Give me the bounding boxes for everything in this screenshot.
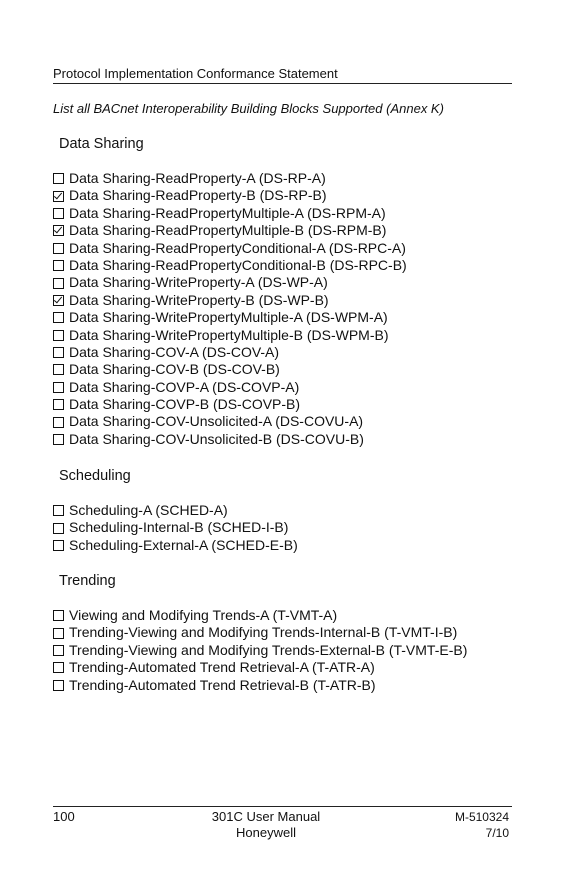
checklist-item	[53, 344, 407, 361]
checklist-item	[53, 361, 407, 378]
empty-checkbox-icon	[53, 628, 64, 639]
page-header	[53, 66, 512, 84]
checklist-item-label: Data Sharing-ReadPropertyConditional-B (DS-RPC-B)	[69, 256, 407, 273]
checklist-item	[53, 292, 407, 309]
section-title-trending: Trending	[59, 573, 116, 589]
checklist-item-label: Data Sharing-WriteProperty-B (DS-WP-B)	[69, 291, 329, 308]
checklist-item-label: Data Sharing-WritePropertyMultiple-A (DS-WPM-A)	[69, 309, 388, 326]
empty-checkbox-icon	[53, 399, 64, 410]
footer-revision: 7/10	[485, 826, 509, 840]
empty-checkbox-icon	[53, 505, 64, 516]
checklist-item	[53, 327, 407, 344]
empty-checkbox-icon	[53, 382, 64, 393]
empty-checkbox-icon	[53, 645, 64, 656]
section-title-data-sharing: Data Sharing	[59, 136, 144, 152]
checklist-item	[53, 240, 407, 257]
checklist-item	[53, 624, 467, 641]
empty-checkbox-icon	[53, 540, 64, 551]
checklist-item-label: Data Sharing-COV-Unsolicited-B (DS-COVU-B)	[69, 430, 364, 447]
section-title-scheduling: Scheduling	[59, 468, 131, 484]
checked-box-icon	[53, 225, 64, 236]
empty-checkbox-icon	[53, 243, 64, 254]
checklist-item	[53, 257, 407, 274]
empty-checkbox-icon	[53, 680, 64, 691]
header-title: Protocol Implementation Conformance Statement	[53, 66, 338, 81]
checklist-item	[53, 205, 407, 222]
checklist-item-label: Data Sharing-COVP-B (DS-COVP-B)	[69, 396, 301, 413]
checklist-item	[53, 642, 467, 659]
empty-checkbox-icon	[53, 523, 64, 534]
footer-manual-title: 301C User Manual	[211, 809, 321, 824]
scheduling-list	[53, 502, 298, 554]
empty-checkbox-icon	[53, 208, 64, 219]
checklist-item	[53, 519, 298, 536]
checklist-item	[53, 413, 407, 430]
checked-box-icon	[53, 191, 64, 202]
checklist-item	[53, 396, 407, 413]
footer-center-block	[183, 809, 349, 841]
empty-checkbox-icon	[53, 417, 64, 428]
empty-checkbox-icon	[53, 662, 64, 673]
checklist-item	[53, 537, 298, 554]
checked-box-icon	[53, 295, 64, 306]
checklist-item	[53, 677, 467, 694]
footer-page-number: 100	[53, 809, 75, 824]
empty-checkbox-icon	[53, 347, 64, 358]
intro-instruction: List all BACnet Interoperability Building Blocks Supported (Annex K)	[53, 101, 444, 116]
footer-divider	[53, 806, 512, 807]
data-sharing-list	[53, 170, 407, 448]
footer-doc-number: M-510324	[454, 810, 509, 824]
checklist-item-label: Data Sharing-COV-Unsolicited-A (DS-COVU-A)	[69, 413, 364, 430]
empty-checkbox-icon	[53, 434, 64, 445]
checklist-item-label: Data Sharing-ReadPropertyMultiple-B (DS-RPM-B)	[69, 222, 387, 239]
empty-checkbox-icon	[53, 312, 64, 323]
footer-right-block	[455, 809, 509, 841]
checklist-item	[53, 170, 407, 187]
checklist-item-label: Data Sharing-COV-A (DS-COV-A)	[69, 343, 280, 360]
checklist-item-label: Trending-Automated Trend Retrieval-A (T-ATR-A)	[69, 659, 375, 676]
checklist-item-label: Data Sharing-ReadPropertyMultiple-A (DS-RPM-A)	[69, 204, 386, 221]
checklist-item-label: Data Sharing-ReadProperty-B (DS-RP-B)	[69, 187, 327, 204]
footer-company: Honeywell	[236, 825, 296, 840]
checklist-item	[53, 187, 407, 204]
checklist-item-label: Data Sharing-WritePropertyMultiple-B (DS-WPM-B)	[69, 326, 389, 343]
checklist-item-label: Trending-Viewing and Modifying Trends-External-B (T-VMT-E-B)	[69, 641, 468, 658]
empty-checkbox-icon	[53, 364, 64, 375]
checklist-item	[53, 274, 407, 291]
checklist-item-label: Data Sharing-ReadPropertyConditional-A (DS-RPC-A)	[69, 239, 406, 256]
checklist-item-label: Data Sharing-COVP-A (DS-COVP-A)	[69, 378, 300, 395]
checklist-item-label: Data Sharing-COV-B (DS-COV-B)	[69, 361, 280, 378]
checklist-item-label: Viewing and Modifying Trends-A (T-VMT-A)	[69, 607, 338, 623]
checklist-item-label: Scheduling-A (SCHED-A)	[69, 502, 228, 518]
checklist-item-label: Scheduling-External-A (SCHED-E-B)	[69, 536, 298, 553]
checklist-item	[53, 222, 407, 239]
empty-checkbox-icon	[53, 173, 64, 184]
checklist-item-label: Trending-Automated Trend Retrieval-B (T-ATR-B)	[69, 676, 376, 693]
empty-checkbox-icon	[53, 278, 64, 289]
checklist-item	[53, 659, 467, 676]
checklist-item-label: Scheduling-Internal-B (SCHED-I-B)	[69, 519, 289, 536]
empty-checkbox-icon	[53, 260, 64, 271]
empty-checkbox-icon	[53, 330, 64, 341]
empty-checkbox-icon	[53, 610, 64, 621]
trending-list	[53, 607, 467, 694]
checklist-item	[53, 309, 407, 326]
checklist-item-label: Data Sharing-ReadProperty-A (DS-RP-A)	[69, 170, 326, 186]
checklist-item	[53, 607, 467, 624]
checklist-item	[53, 502, 298, 519]
checklist-item	[53, 379, 407, 396]
checklist-item-label: Trending-Viewing and Modifying Trends-Internal-B (T-VMT-I-B)	[69, 624, 458, 641]
checklist-item	[53, 431, 407, 448]
checklist-item-label: Data Sharing-WriteProperty-A (DS-WP-A)	[69, 274, 328, 291]
